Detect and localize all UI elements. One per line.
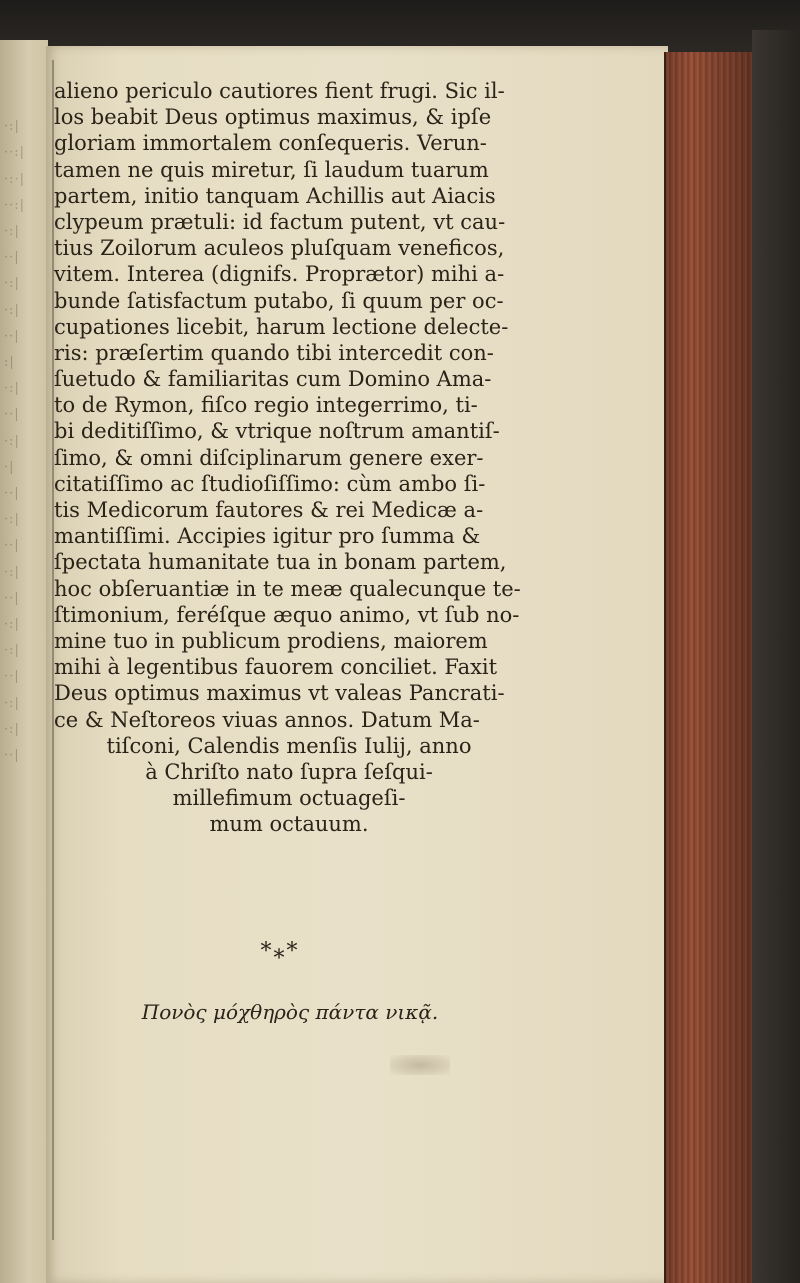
text-line: tamen ne quis miretur, ſi laudum tuarum <box>54 157 489 182</box>
dateline: mum octauum. <box>209 812 369 837</box>
text-line: vitem. Interea (dignifs. Proprætor) mihi a- <box>54 262 505 287</box>
text-line: hoc obſeruantiæ in te meæ qualecunque te- <box>54 576 521 601</box>
text-line: gloriam immortalem conſequeris. Verun- <box>54 131 487 156</box>
text-line: to de Rymon, fiſco regio integerrimo, ti- <box>54 393 478 418</box>
text-line: clypeum prætuli: id factum putent, vt cau- <box>54 209 506 234</box>
text-line: los beabit Deus optimus maximus, & ipſe <box>54 105 492 130</box>
greek-motto: Πονὸς μόχθηρὸς πάντα νικᾷ. <box>141 1000 439 1024</box>
text-line: ce & Neſtoreos viuas annos. Datum Ma- <box>54 707 480 732</box>
text-line: mine tuo in publicum prodiens, maiorem <box>54 628 488 653</box>
dateline: millefimum octuageſi- <box>172 786 406 811</box>
text-line: partem, initio tanquam Achillis aut Aiacis <box>54 183 496 208</box>
text-line: bunde ſatisfactum putabo, ſi quum per oc- <box>54 288 504 313</box>
dateline: tiſconi, Calendis menſis Iulij, anno <box>106 733 472 758</box>
text-line: cupationes licebit, harum lectione delecte- <box>54 314 509 339</box>
text-line: ris: præſertim quando tibi intercedit con- <box>54 340 494 365</box>
body-text <box>54 78 654 837</box>
text-line: mihi à legentibus fauorem conciliet. Faxit <box>54 655 498 680</box>
page-edges-shade <box>664 52 754 1283</box>
text-line: ſuetudo & familiaritas cum Domino Ama- <box>54 367 492 392</box>
dateline: à Chriſto nato ſupra ſeſqui- <box>145 759 433 784</box>
text-line: tis Medicorum fautores & rei Medicæ a- <box>54 498 484 522</box>
text-line: alieno periculo cautiores fient frugi. Sic il- <box>54 79 505 103</box>
text-line: tius Zoilorum aculeos pluſquam veneficos, <box>54 236 505 261</box>
text-line: ſimo, & omni diſciplinarum genere exer- <box>54 445 484 470</box>
text-line: citatiſſimo ac ſtudioſiſſimo: cùm ambo ſi- <box>54 471 486 496</box>
text-line: ſtimonium, feréſque æquo animo, vt ſub no- <box>54 602 520 627</box>
book-cover-edge <box>752 30 800 1283</box>
text-line: ſpectata humanitate tua in bonam partem, <box>54 550 507 575</box>
paper-stain <box>390 1055 450 1075</box>
text-line: Deus optimus maximus vt valeas Pancrati- <box>54 681 505 706</box>
ornament-asterisks: *⁎* <box>260 939 300 964</box>
text-line: mantiſſimi. Accipies igitur pro ſumma & <box>54 524 481 549</box>
text-line: bi deditiſſimo, & vtrique noſtrum amantiſ- <box>54 419 500 444</box>
facing-page-bleed: ·:| ··:| ·:·| ··:| ·:| ··| ·:| ·:| ··| :| ·:| ··| ·:| ·| ··| ·:| ··| ·:| ··| ·:| ·:| ··| ·:| ·:| ··| <box>4 119 26 764</box>
